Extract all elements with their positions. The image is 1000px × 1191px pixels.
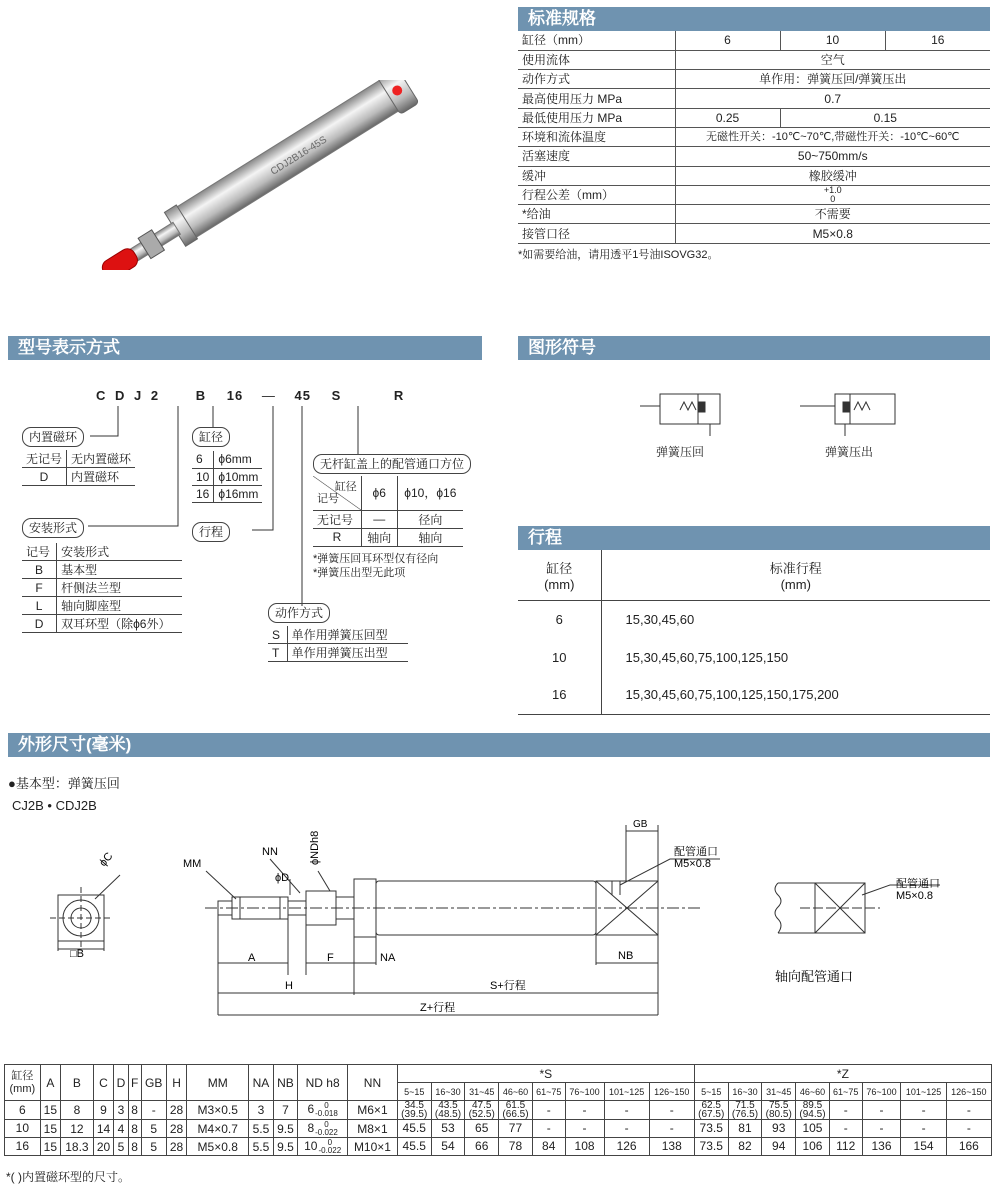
svg-text:ϕC: ϕC: [97, 850, 116, 869]
svg-text:M5×0.8: M5×0.8: [674, 858, 711, 870]
dims-cell: -: [946, 1101, 991, 1120]
dims-cell: 9: [93, 1101, 113, 1120]
dims-cell: 45.5: [397, 1138, 431, 1156]
dims-cell: M6×1: [348, 1101, 398, 1120]
dims-cell: 45.5: [397, 1120, 431, 1138]
dims-cell: 54: [431, 1138, 465, 1156]
action-title: 动作方式: [268, 603, 330, 623]
bore-table: 6 ϕ6mm 10 ϕ10mm 16 ϕ16mm: [192, 451, 262, 503]
range-cell: 5~15: [397, 1083, 431, 1101]
dims-cell: M4×0.7: [187, 1120, 249, 1138]
dims-cell: 73.5: [694, 1138, 728, 1156]
svg-text:□B: □B: [70, 948, 84, 960]
port-title: 无杆缸盖上的配管通口方位: [313, 454, 471, 474]
label-MM: MM: [183, 858, 202, 870]
magnet-title: 内置磁环: [22, 427, 84, 447]
dims-cell: M5×0.8: [187, 1138, 249, 1156]
dims-cell: 34.5 (39.5): [397, 1101, 431, 1120]
range-cell: 31~45: [762, 1083, 796, 1101]
dims-cell: 43.5 (48.5): [431, 1101, 465, 1120]
dims-cell: 71.5 (76.5): [728, 1101, 762, 1120]
dims-cell: 81: [728, 1120, 762, 1138]
dims-cell: 5: [114, 1138, 129, 1156]
dims-cell: 78: [499, 1138, 533, 1156]
dims-cell: 8: [128, 1101, 141, 1120]
dims-cell: 77: [499, 1120, 533, 1138]
spec-table: 缸径（mm） 6 10 16 使用流体 空气 动作方式 单作用：弹簧压回/弹簧压出 最高使用压力 MPa 0.7 最低使用压力 MPa 0.25 0.15 环境和流体温度 无磁性开关：-10℃~70℃,带磁性开关：-10℃~60℃ 活塞速度 50~750mm/s 缓冲 橡胶缓冲 行程公差（mm） +1.0 0 *给油 不需要 接管口径 M5×0.8: [518, 31, 990, 244]
spec-key: 缸径（mm）: [518, 31, 675, 50]
symbol-label-extend: 弹簧压出: [825, 445, 874, 459]
dims-cell: -: [565, 1120, 604, 1138]
dims-cell: 8: [128, 1138, 141, 1156]
dims-cell: 126: [604, 1138, 649, 1156]
dims-cell: 15: [40, 1101, 60, 1120]
dims-cell: 66: [465, 1138, 499, 1156]
svg-text:GB: GB: [633, 819, 648, 830]
dims-cell: 12: [61, 1120, 94, 1138]
dims-cell: 65: [465, 1120, 499, 1138]
dims-cell: -: [901, 1120, 946, 1138]
dims-header: 外形尺寸(毫米): [8, 733, 990, 757]
svg-text:S+行程: S+行程: [490, 980, 526, 992]
model-header: 型号表示方式: [8, 336, 482, 360]
range-cell: 5~15: [694, 1083, 728, 1101]
dims-cell: -: [565, 1101, 604, 1120]
dims-cell: 136: [862, 1138, 901, 1156]
dims-cell: 8 0 -0.022: [298, 1120, 348, 1138]
dims-cell: 3: [249, 1101, 274, 1120]
dims-cell: -: [829, 1120, 862, 1138]
dims-cell: 28: [166, 1138, 186, 1156]
dims-cell: 4: [114, 1120, 129, 1138]
dims-cell: 154: [901, 1138, 946, 1156]
dims-cell: 138: [649, 1138, 694, 1156]
svg-text:F: F: [327, 952, 334, 964]
range-cell: 101~125: [604, 1083, 649, 1101]
dims-cell: -: [649, 1120, 694, 1138]
range-cell: 46~60: [499, 1083, 533, 1101]
range-cell: 101~125: [901, 1083, 946, 1101]
dims-cell: 5: [141, 1120, 166, 1138]
dims-cell: 6: [5, 1101, 41, 1120]
svg-text:NB: NB: [618, 950, 634, 962]
dims-cell: 14: [93, 1120, 113, 1138]
symbol-label-return: 弹簧压回: [656, 445, 705, 459]
range-cell: 61~75: [829, 1083, 862, 1101]
dims-cell: 166: [946, 1138, 991, 1156]
svg-text:Z+行程: Z+行程: [420, 1002, 456, 1014]
dims-cell: 9.5: [273, 1138, 298, 1156]
dims-cell: -: [532, 1101, 565, 1120]
dims-cell: 61.5 (66.5): [499, 1101, 533, 1120]
dims-cell: 82: [728, 1138, 762, 1156]
dims-cell: -: [901, 1101, 946, 1120]
dims-table: 缸径 (mm) A B C D F GB H MM NA NB ND h8 NN *S *Z 5~15 16~30 31~45 46~60 61~75 76~100 101~125 126~150 5~15 16~30 31~45 46~60 61~75 76~100 101~125 126~150 6 15 8 9 3 8 - 28 M3×0.5 3 7 6 0 -0.018 M6×1 34.5 (39.5) 43.5 (48.5) 47.5 (52.5) 61.5 (66.5) - - - - 62.5 (67.5) 71.5 (76.5) 75.5 (80.5) 89.5 (94.5) - - - - 10 15 12 14 4 8 5 28 M4×0.7 5.5 9.5 8 0 -0.022 M8×1 45.5 53 65 77 - - - - 73.5 81 93 105 - - - - 16 15 18.3 20 5 8 5 28 M5×0.8 5.5 9.5 10 0 -0.022 M10×1 45.5 54 66 78 84 108 126 138 73.5 82 94 106 112 136 154 166: [4, 1064, 992, 1156]
dims-cell: 16: [5, 1138, 41, 1156]
dims-cell: 84: [532, 1138, 565, 1156]
port-notes: *弹簧压回耳环型仅有径向 *弹簧压出型无此项: [313, 553, 439, 579]
dims-cell: -: [862, 1120, 901, 1138]
dims-cell: -: [946, 1120, 991, 1138]
range-cell: 16~30: [728, 1083, 762, 1101]
range-cell: 76~100: [862, 1083, 901, 1101]
dims-cell: 94: [762, 1138, 796, 1156]
dims-cell: 10 0 -0.022: [298, 1138, 348, 1156]
dims-row: [5, 1120, 992, 1138]
dims-cell: 105: [796, 1120, 830, 1138]
dims-cell: 6 0 -0.018: [298, 1101, 348, 1120]
dims-model: CJ2B • CDJ2B: [12, 798, 97, 813]
dims-cell: -: [649, 1101, 694, 1120]
dims-cell: 106: [796, 1138, 830, 1156]
spec-header: 标准规格: [518, 7, 990, 31]
dims-cell: M10×1: [348, 1138, 398, 1156]
dims-cell: 93: [762, 1120, 796, 1138]
dims-cell: 3: [114, 1101, 129, 1120]
dims-note: *( )内置磁环型的尺寸。: [6, 1170, 130, 1184]
svg-text:ϕD: ϕD: [275, 872, 290, 884]
dims-cell: M8×1: [348, 1120, 398, 1138]
dims-cell: 5: [141, 1138, 166, 1156]
range-cell: 16~30: [431, 1083, 465, 1101]
dims-cell: M3×0.5: [187, 1101, 249, 1120]
dims-cell: 47.5 (52.5): [465, 1101, 499, 1120]
dims-cell: 15: [40, 1120, 60, 1138]
dims-cell: -: [604, 1101, 649, 1120]
svg-text:A: A: [248, 952, 256, 964]
dims-cell: -: [829, 1101, 862, 1120]
range-cell: 76~100: [565, 1083, 604, 1101]
svg-text:H: H: [285, 980, 293, 992]
action-table: S 单作用弹簧压回型 T 单作用弹簧压出型: [268, 626, 408, 662]
dims-cell: 75.5 (80.5): [762, 1101, 796, 1120]
symbol-header: 图形符号: [518, 336, 990, 360]
dims-cell: 62.5 (67.5): [694, 1101, 728, 1120]
dims-cell: 7: [273, 1101, 298, 1120]
port-table: 缸径 记号 ϕ6 ϕ10，ϕ16 无记号 — 径向 R 轴向 轴向: [313, 476, 463, 547]
dims-cell: 8: [61, 1101, 94, 1120]
dims-cell: 28: [166, 1101, 186, 1120]
range-cell: 126~150: [649, 1083, 694, 1101]
dims-row: [5, 1138, 992, 1156]
pneumatic-symbols: [640, 388, 910, 448]
dims-cell: -: [532, 1120, 565, 1138]
dims-cell: 89.5 (94.5): [796, 1101, 830, 1120]
svg-text:轴向配管通口: 轴向配管通口: [775, 969, 854, 984]
dims-cell: 20: [93, 1138, 113, 1156]
svg-text:配管通口: 配管通口: [674, 846, 718, 858]
mount-title: 安装形式: [22, 518, 84, 538]
dims-subtitle: ●基本型：弹簧压回: [8, 776, 120, 791]
svg-text:配管通口: 配管通口: [896, 878, 940, 890]
dims-cell: 5.5: [249, 1120, 274, 1138]
spec-note: *如需要给油，请用透平1号油ISOVG32。: [518, 249, 719, 261]
range-cell: 46~60: [796, 1083, 830, 1101]
svg-text:NN: NN: [262, 846, 278, 858]
dims-cell: 53: [431, 1120, 465, 1138]
svg-text:M5×0.8: M5×0.8: [896, 890, 933, 902]
dims-cell: 112: [829, 1138, 862, 1156]
svg-text:NA: NA: [380, 952, 396, 964]
dims-cell: 73.5: [694, 1120, 728, 1138]
dims-cell: -: [141, 1101, 166, 1120]
dims-cell: 15: [40, 1138, 60, 1156]
dims-cell: 9.5: [273, 1120, 298, 1138]
dimension-drawing: [0, 815, 1000, 1025]
dims-cell: 18.3: [61, 1138, 94, 1156]
dims-cell: 8: [128, 1120, 141, 1138]
magnet-table: 无记号 无内置磁环 D 内置磁环: [22, 450, 135, 486]
mount-table: 记号 安装形式 B 基本型 F 杆侧法兰型 L 轴向脚座型 D 双耳环型（除ϕ6外）: [22, 543, 182, 633]
dims-cell: 5.5: [249, 1138, 274, 1156]
stroke-label: 行程: [192, 522, 230, 542]
range-cell: 126~150: [946, 1083, 991, 1101]
stroke-table: 缸径 (mm) 标准行程 (mm) 6 15,30,45,60 10 15,30,45,60,75,100,125,150 16 15,30,45,60,75,100,125,150,175,200: [518, 550, 990, 715]
bore-title: 缸径: [192, 427, 230, 447]
dims-cell: 108: [565, 1138, 604, 1156]
cylinder-photo: [70, 80, 460, 270]
dims-cell: -: [604, 1120, 649, 1138]
range-cell: 31~45: [465, 1083, 499, 1101]
svg-text:ϕNDh8: ϕNDh8: [309, 830, 321, 865]
svg-text:CDJ2B16-45S: CDJ2B16-45S: [268, 134, 329, 178]
dims-cell: -: [862, 1101, 901, 1120]
dims-cell: 10: [5, 1120, 41, 1138]
range-cell: 61~75: [532, 1083, 565, 1101]
model-code: C D J 2 B 16 — 45 S R: [96, 388, 405, 403]
dims-row: [5, 1101, 992, 1120]
dims-cell: 28: [166, 1120, 186, 1138]
stroke-header: 行程: [518, 526, 990, 550]
